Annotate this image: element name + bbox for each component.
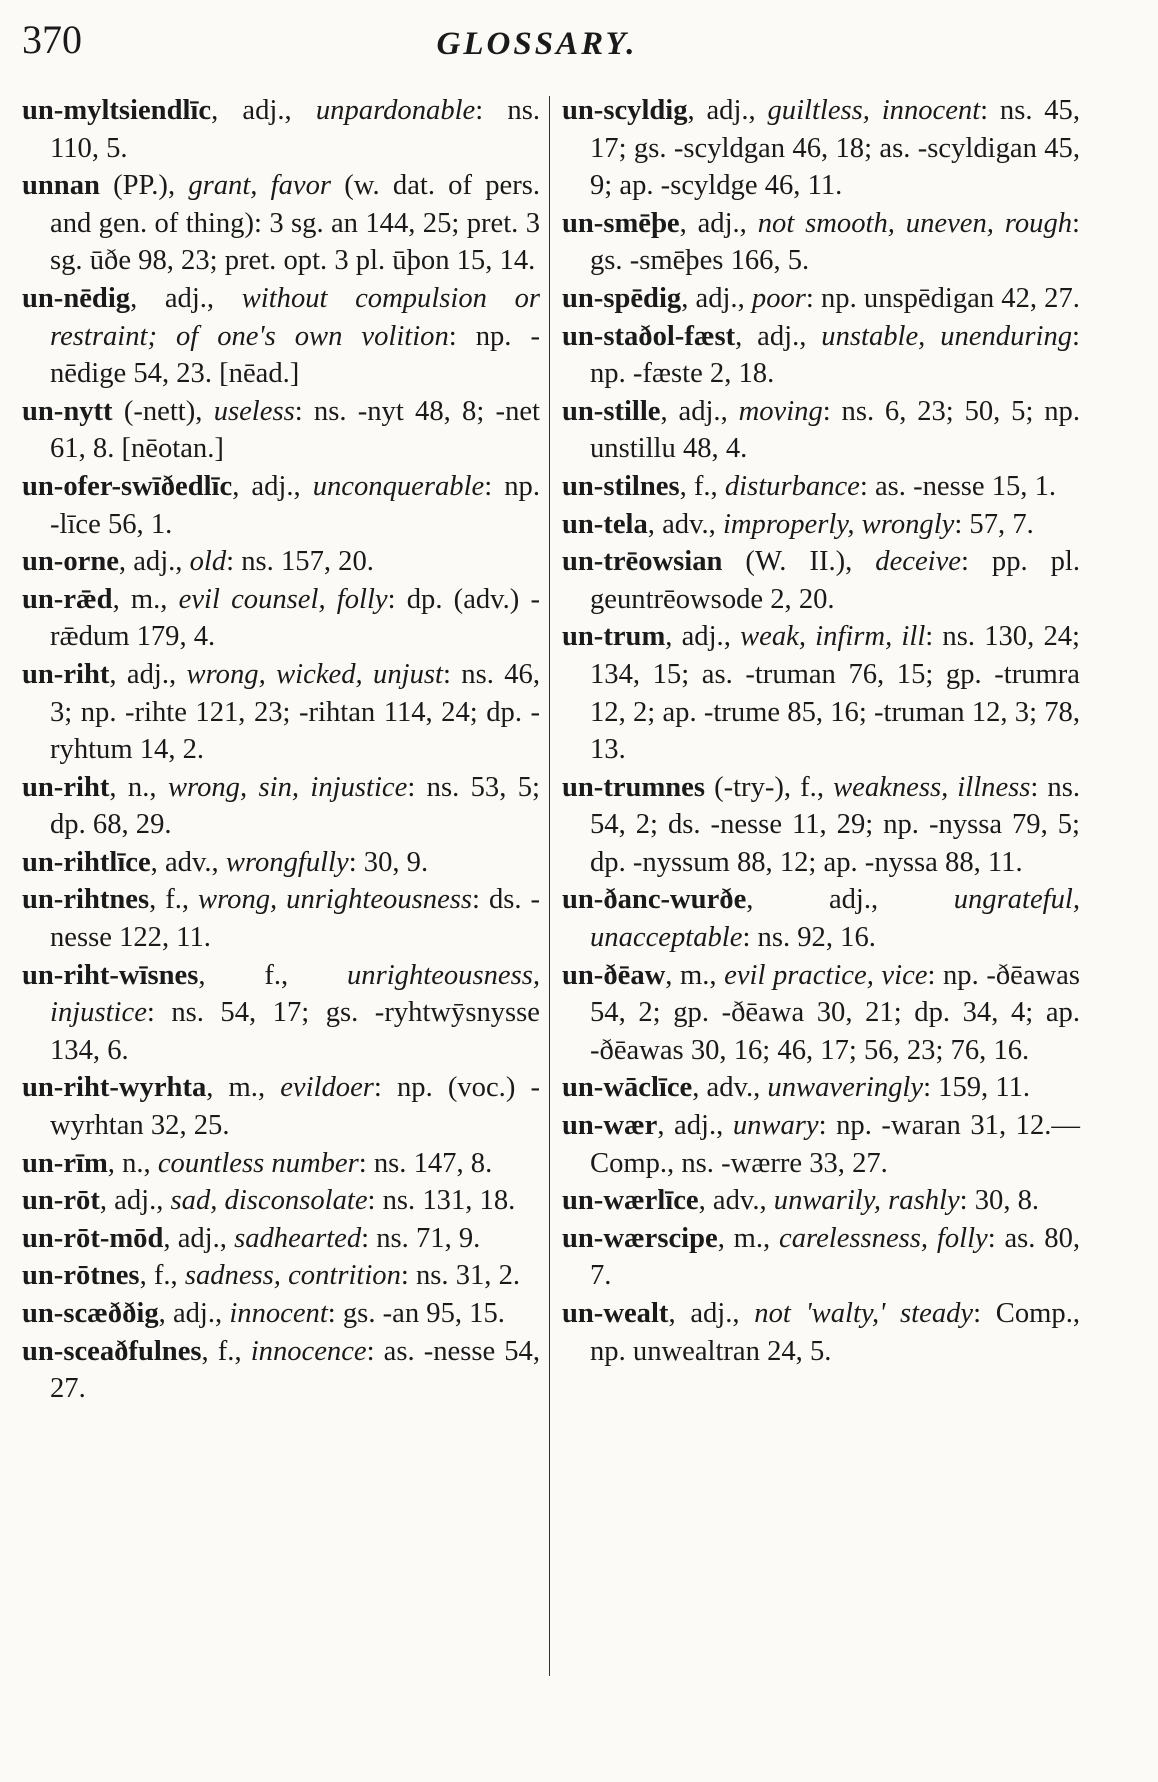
entry-grammar: , adj., bbox=[679, 207, 758, 239]
entry-grammar: , adj., bbox=[109, 658, 187, 690]
entry-gloss: evildoer bbox=[280, 1072, 374, 1104]
entry-references: : ns. 130, 24; 134, 15; as. -truman 76, 15; gp. -trumra 12, 2; ap. -trume 85, 16; -truman 12, 3; 78, 13. bbox=[590, 621, 1080, 766]
glossary-entry bbox=[22, 1257, 540, 1295]
left-column bbox=[22, 92, 540, 1408]
entry-headword: un-rōt bbox=[22, 1185, 100, 1217]
entry-references: : as. -nesse 15, 1. bbox=[859, 470, 1057, 502]
entry-references: : ns. 54, 17; gs. -ryhtwȳsnysse 134, 6. bbox=[50, 997, 540, 1066]
entry-references: : ns. 110, 5. bbox=[50, 95, 540, 164]
entry-headword: un-rihtlīce bbox=[22, 846, 151, 878]
entry-gloss: grant, favor bbox=[188, 170, 332, 202]
glossary-columns bbox=[22, 92, 1082, 1762]
entry-grammar: , m., bbox=[206, 1072, 281, 1104]
entry-references: : 30, 8. bbox=[959, 1185, 1040, 1217]
glossary-entry bbox=[22, 844, 540, 882]
glossary-entry bbox=[562, 205, 1080, 280]
entry-grammar: , m., bbox=[717, 1222, 780, 1254]
entry-grammar: , n., bbox=[109, 771, 168, 803]
page-number: 370 bbox=[22, 17, 82, 62]
entry-headword: un-rǣd bbox=[22, 583, 113, 615]
right-column bbox=[562, 92, 1080, 1370]
entry-grammar: , adj., bbox=[746, 884, 954, 916]
entry-gloss: sad, disconsolate bbox=[170, 1185, 368, 1217]
entry-references: : ns. -nyt 48, 8; -net 61, 8. [nēotan.] bbox=[50, 395, 540, 465]
glossary-entry bbox=[22, 957, 540, 1070]
entry-gloss: moving bbox=[738, 395, 823, 427]
entry-references: : ns. 45, 17; gs. -scyldgan 46, 18; as. -scyldigan 45, 9; ap. -scyldge 46, 11. bbox=[590, 95, 1080, 202]
entry-headword: un-orne bbox=[22, 546, 119, 578]
entry-headword: un-myltsiendlīc bbox=[22, 95, 212, 126]
entry-grammar: (W. II.), bbox=[722, 546, 876, 578]
column-divider bbox=[549, 96, 550, 1676]
glossary-entry bbox=[562, 769, 1080, 882]
entry-headword: un-rōtnes bbox=[22, 1260, 140, 1292]
entry-grammar: , adj., bbox=[232, 470, 313, 502]
entry-references: : np. (voc.) -wyrhtan 32, 25. bbox=[50, 1072, 540, 1142]
entry-gloss: countless number bbox=[157, 1147, 359, 1179]
entry-references: : as. 80, 7. bbox=[590, 1222, 1081, 1292]
entry-gloss: useless bbox=[213, 395, 295, 427]
glossary-entry bbox=[562, 618, 1080, 768]
entry-headword: un-nēdig bbox=[22, 282, 131, 314]
glossary-entry bbox=[22, 1220, 540, 1258]
glossary-entry bbox=[22, 1069, 540, 1144]
entry-grammar: , n., bbox=[107, 1147, 158, 1179]
entry-headword: un-scæððig bbox=[22, 1298, 159, 1329]
entry-gloss: sadhearted bbox=[234, 1222, 362, 1254]
entry-gloss: unwary bbox=[732, 1110, 819, 1142]
entry-grammar: , adj., bbox=[660, 395, 739, 427]
entry-gloss: unpardonable bbox=[315, 95, 476, 126]
entry-references: : ns. 46, 3; np. -rihte 121, 23; -rihtan 114, 24; dp. -ryhtum 14, 2. bbox=[50, 658, 540, 766]
entry-grammar: , adj., bbox=[665, 621, 741, 653]
entry-headword: unnan bbox=[22, 170, 100, 202]
entry-references: : 57, 7. bbox=[954, 508, 1034, 540]
entry-headword: un-wærscipe bbox=[562, 1222, 718, 1254]
glossary-entry bbox=[22, 393, 540, 468]
entry-references: : 30, 9. bbox=[348, 846, 429, 878]
glossary-entry bbox=[22, 468, 540, 543]
glossary-entry bbox=[562, 1182, 1080, 1220]
entry-headword: un-riht bbox=[22, 771, 110, 803]
entry-grammar: , adj., bbox=[687, 95, 768, 126]
entry-references: (w. dat. of pers. and gen. of thing): 3 sg. an 144, 25; pret. 3 sg. ūðe 98, 23; pret. opt. 3 pl. ūþon 15, 14. bbox=[50, 170, 540, 277]
entry-headword: un-ðanc-wurðe bbox=[562, 884, 747, 916]
running-title: GLOSSARY. bbox=[436, 26, 638, 62]
page-header bbox=[22, 16, 1052, 76]
entry-references: : np. -ðēawas 54, 2; gp. -ðēawa 30, 21; dp. 34, 4; ap. -ðēawas 30, 16; 46, 17; 56, 23; 76, 16. bbox=[590, 959, 1080, 1066]
entry-gloss: unwarily, rashly bbox=[773, 1185, 960, 1217]
entry-grammar: , adj., bbox=[163, 1222, 235, 1254]
entry-headword: un-rōt-mōd bbox=[22, 1222, 164, 1254]
entry-references: : 159, 11. bbox=[923, 1072, 1031, 1104]
entry-gloss: innocence bbox=[250, 1335, 367, 1367]
entry-headword: un-smēþe bbox=[562, 207, 680, 239]
glossary-entry bbox=[22, 656, 540, 769]
entry-gloss: evil practice, vice bbox=[724, 959, 928, 991]
glossary-entry bbox=[562, 881, 1080, 956]
entry-references: : np. -waran 31, 12.—Comp., ns. -wærre 33, 27. bbox=[590, 1110, 1080, 1179]
glossary-entry bbox=[22, 769, 540, 844]
entry-headword: un-spēdig bbox=[562, 282, 682, 314]
entry-grammar: , m., bbox=[665, 959, 725, 991]
entry-grammar: , adv., bbox=[150, 846, 226, 878]
entry-grammar: , adj., bbox=[211, 95, 316, 126]
entry-grammar: , adj., bbox=[657, 1110, 733, 1142]
entry-references: : pp. pl. geuntrēowsode 2, 20. bbox=[590, 546, 1081, 615]
glossary-entry bbox=[562, 393, 1080, 468]
entry-references: : gs. -an 95, 15. bbox=[327, 1298, 505, 1329]
entry-gloss: weak, infirm, ill bbox=[740, 621, 926, 653]
entry-grammar: , adj., bbox=[158, 1298, 230, 1329]
entry-grammar: , adj., bbox=[118, 546, 190, 578]
glossary-entry bbox=[562, 1107, 1080, 1182]
entry-references: : ns. 71, 9. bbox=[361, 1222, 481, 1254]
entry-headword: un-trēowsian bbox=[562, 546, 723, 578]
entry-references: : ns. 131, 18. bbox=[367, 1185, 516, 1217]
entry-headword: un-rīm bbox=[22, 1147, 108, 1179]
entry-references: : np. -fæste 2, 18. bbox=[590, 320, 1080, 390]
entry-grammar: (-try-), f., bbox=[704, 771, 834, 803]
entry-references: : ns. 157, 20. bbox=[226, 546, 374, 578]
entry-gloss: improperly, wrongly bbox=[722, 508, 955, 540]
entry-references: : ns. 147, 8. bbox=[358, 1147, 493, 1179]
entry-references: : Comp., np. unwealtran 24, 5. bbox=[590, 1298, 1080, 1367]
entry-headword: un-riht-wyrhta bbox=[22, 1072, 207, 1104]
glossary-entry bbox=[562, 318, 1080, 393]
entry-references: : ns. 31, 2. bbox=[400, 1260, 521, 1292]
entry-headword: un-wealt bbox=[562, 1298, 669, 1329]
glossary-entry bbox=[22, 167, 540, 280]
entry-gloss: unconquerable bbox=[312, 470, 485, 502]
entry-headword: un-scyldig bbox=[562, 95, 688, 126]
glossary-entry bbox=[22, 881, 540, 956]
entry-grammar: , m., bbox=[112, 583, 179, 615]
entry-gloss: wrong, sin, injustice bbox=[167, 771, 408, 803]
entry-grammar: , f., bbox=[201, 1335, 251, 1367]
entry-grammar: , adv., bbox=[647, 508, 723, 540]
entry-references: : ns. 92, 16. bbox=[742, 922, 876, 954]
entry-references: : gs. -smēþes 166, 5. bbox=[590, 207, 1080, 277]
entry-grammar: , f., bbox=[149, 884, 199, 916]
entry-grammar: , adj., bbox=[681, 282, 752, 314]
entry-grammar: , adj., bbox=[735, 320, 822, 352]
entry-gloss: wrong, unrighteousness bbox=[198, 884, 473, 916]
entry-references: : np. -nēdige 54, 23. [nēad.] bbox=[50, 320, 540, 390]
entry-grammar: , f., bbox=[139, 1260, 185, 1292]
entry-gloss: evil counsel, folly bbox=[178, 583, 388, 615]
entry-gloss: ungrateful, unacceptable bbox=[590, 884, 1080, 954]
entry-headword: un-wāclīce bbox=[562, 1072, 693, 1104]
entry-gloss: unwaveringly bbox=[767, 1072, 924, 1104]
entry-references: : ns. 53, 5; dp. 68, 29. bbox=[50, 771, 541, 841]
glossary-entry bbox=[22, 1145, 540, 1183]
entry-headword: un-stilnes bbox=[562, 470, 680, 502]
entry-headword: un-trum bbox=[562, 621, 666, 653]
entry-gloss: disturbance bbox=[724, 470, 860, 502]
entry-headword: un-ofer-swīðedlīc bbox=[22, 470, 233, 502]
entry-gloss: sadness, contrition bbox=[184, 1260, 401, 1292]
entry-references: : np. -līce 56, 1. bbox=[50, 470, 540, 540]
entry-gloss: carelessness, folly bbox=[779, 1222, 988, 1254]
entry-gloss: without compulsion or restraint; of one's own volition bbox=[50, 282, 540, 352]
entry-headword: un-trumnes bbox=[562, 771, 705, 803]
entry-references: : dp. (adv.) -rǣdum 179, 4. bbox=[50, 583, 540, 653]
glossary-entry bbox=[562, 543, 1080, 618]
glossary-entry bbox=[22, 543, 540, 581]
entry-gloss: unrighteousness, injustice bbox=[50, 959, 540, 1029]
entry-grammar: (PP.), bbox=[99, 170, 189, 202]
glossary-entry bbox=[562, 1220, 1080, 1295]
glossary-entry bbox=[562, 468, 1080, 506]
entry-gloss: not smooth, uneven, rough bbox=[757, 207, 1073, 239]
entry-headword: un-wær bbox=[562, 1110, 658, 1142]
glossary-entry bbox=[562, 280, 1080, 318]
entry-headword: un-staðol-fæst bbox=[562, 320, 736, 352]
glossary-entry bbox=[22, 581, 540, 656]
glossary-entry bbox=[562, 1069, 1080, 1107]
entry-headword: un-tela bbox=[562, 508, 648, 540]
glossary-entry bbox=[562, 1295, 1080, 1370]
entry-grammar: , adj., bbox=[130, 282, 242, 314]
entry-gloss: innocent bbox=[229, 1298, 328, 1329]
entry-headword: un-wærlīce bbox=[562, 1185, 699, 1217]
entry-gloss: wrong, wicked, unjust bbox=[186, 658, 443, 690]
entry-references: : ns. 54, 2; ds. -nesse 11, 29; np. -nyssa 79, 5; dp. -nyssum 88, 12; ap. -nyssa 88, 11. bbox=[590, 771, 1080, 878]
entry-gloss: unstable, unenduring bbox=[821, 320, 1073, 352]
entry-references: : np. unspēdigan 42, 27. bbox=[805, 282, 1080, 314]
glossary-entry bbox=[22, 92, 540, 167]
entry-grammar: , adv., bbox=[698, 1185, 774, 1217]
glossary-entry bbox=[562, 92, 1080, 205]
entry-references: : ns. 6, 23; 50, 5; np. unstillu 48, 4. bbox=[590, 395, 1080, 465]
entry-gloss: poor bbox=[751, 282, 806, 314]
entry-gloss: weakness, illness bbox=[833, 771, 1031, 803]
entry-references: : as. -nesse 54, 27. bbox=[50, 1335, 541, 1405]
glossary-entry bbox=[562, 957, 1080, 1070]
entry-gloss: deceive bbox=[875, 546, 961, 578]
entry-headword: un-sceaðfulnes bbox=[22, 1335, 202, 1367]
entry-references: : ds. -nesse 122, 11. bbox=[50, 884, 541, 954]
entry-grammar: , adv., bbox=[692, 1072, 768, 1104]
entry-grammar: (-nett), bbox=[112, 395, 214, 427]
entry-headword: un-ðēaw bbox=[562, 959, 666, 991]
entry-grammar: , f., bbox=[198, 959, 347, 991]
entry-headword: un-riht-wīsnes bbox=[22, 959, 199, 991]
entry-gloss: old bbox=[189, 546, 227, 578]
glossary-entry bbox=[22, 1182, 540, 1220]
glossary-entry bbox=[22, 1333, 540, 1408]
entry-headword: un-stille bbox=[562, 395, 661, 427]
entry-headword: un-rihtnes bbox=[22, 884, 150, 916]
glossary-entry bbox=[562, 506, 1080, 544]
entry-headword: un-nytt bbox=[22, 395, 113, 427]
entry-grammar: , f., bbox=[679, 470, 725, 502]
entry-grammar: , adj., bbox=[99, 1185, 171, 1217]
entry-gloss: wrongfully bbox=[225, 846, 349, 878]
entry-gloss: not 'walty,' steady bbox=[754, 1298, 974, 1329]
glossary-entry bbox=[22, 280, 540, 393]
entry-headword: un-riht bbox=[22, 658, 110, 690]
entry-grammar: , adj., bbox=[668, 1298, 755, 1329]
entry-gloss: guiltless, innocent bbox=[767, 95, 981, 126]
glossary-entry bbox=[22, 1295, 540, 1333]
